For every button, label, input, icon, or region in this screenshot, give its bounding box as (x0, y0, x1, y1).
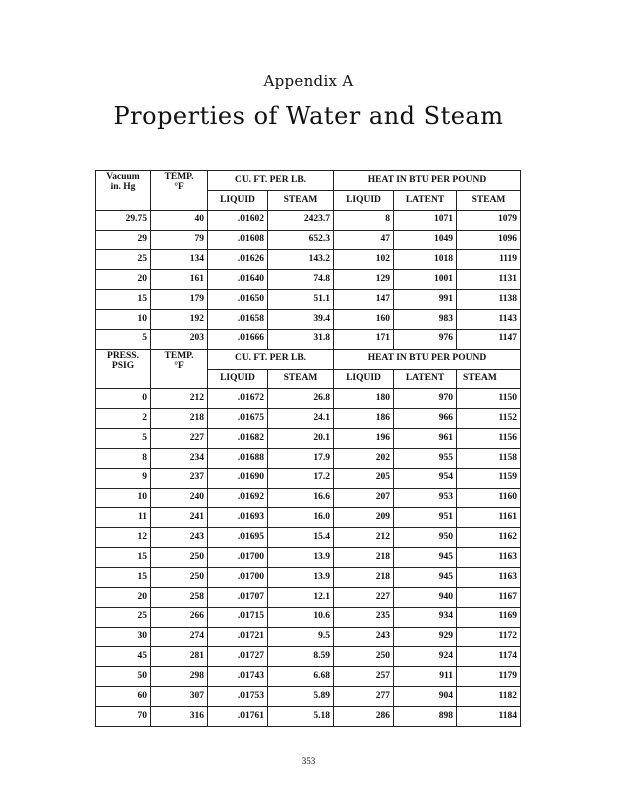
steam-heat-value: 1156 (457, 429, 521, 449)
liquid-volume-value: .01675 (208, 409, 268, 429)
steam-volume-value: 31.8 (268, 329, 334, 349)
vacuum-value: 25 (96, 250, 151, 270)
liquid-volume-value: .01666 (208, 329, 268, 349)
pressure-value: 10 (96, 488, 151, 508)
temperature-value: 241 (151, 508, 208, 528)
table-row (96, 667, 521, 687)
liquid-heat-value: 257 (334, 667, 394, 687)
liquid-heat-value: 202 (334, 448, 394, 468)
liquid-volume-value: .01640 (208, 270, 268, 290)
table-row (96, 687, 521, 707)
liquid-heat-value: 243 (334, 627, 394, 647)
latent-heat-value: 945 (394, 548, 457, 568)
liquid-volume-value: .01682 (208, 429, 268, 449)
table-row (96, 389, 521, 409)
steam-heat-value: 1179 (457, 667, 521, 687)
steam-volume-value: 6.68 (268, 667, 334, 687)
vacuum-value: 10 (96, 309, 151, 329)
steam-volume-value: 74.8 (268, 270, 334, 290)
liquid-heat-value: 235 (334, 607, 394, 627)
liquid-heat-value: 209 (334, 508, 394, 528)
table-row (96, 329, 521, 349)
table-row (96, 548, 521, 568)
steam-volume-value: 5.18 (268, 706, 334, 726)
page-title: Properties of Water and Steam (113, 102, 504, 130)
table-row (96, 468, 521, 488)
liquid-heat-value: 218 (334, 548, 394, 568)
temperature-value: 243 (151, 528, 208, 548)
liquid-volume-value: .01693 (208, 508, 268, 528)
liquid-heat-value: 250 (334, 647, 394, 667)
liquid-volume-value: .01650 (208, 290, 268, 310)
liquid-volume-value: .01721 (208, 627, 268, 647)
steam-volume-value: 8.59 (268, 647, 334, 667)
table-row (96, 488, 521, 508)
pressure-header-line1: PRESS. (107, 350, 139, 361)
temperature-value: 218 (151, 409, 208, 429)
temp-header-line1: TEMP. (164, 350, 194, 361)
table-row (96, 290, 521, 310)
temp-header-line2: °F (174, 360, 184, 371)
steam-volume-value: 13.9 (268, 548, 334, 568)
temperature-value: 234 (151, 448, 208, 468)
liquid-volume-value: .01692 (208, 488, 268, 508)
latent-heat-value: 961 (394, 429, 457, 449)
liquid-heat-header: LIQUID (334, 190, 394, 210)
liquid-volume-header: LIQUID (208, 369, 268, 389)
liquid-heat-value: 102 (334, 250, 394, 270)
pressure-value: 11 (96, 508, 151, 528)
heat-btu-per-pound-header: HEAT IN BTU PER POUND (334, 349, 521, 369)
liquid-volume-value: .01700 (208, 568, 268, 588)
temperature-value: 212 (151, 389, 208, 409)
steam-volume-value: 12.1 (268, 587, 334, 607)
steam-volume-value: 143.2 (268, 250, 334, 270)
liquid-heat-value: 129 (334, 270, 394, 290)
temperature-value: 237 (151, 468, 208, 488)
liquid-heat-value: 207 (334, 488, 394, 508)
liquid-volume-value: .01626 (208, 250, 268, 270)
pressure-value: 50 (96, 667, 151, 687)
table-row (96, 587, 521, 607)
liquid-volume-value: .01753 (208, 687, 268, 707)
steam-heat-value: 1174 (457, 647, 521, 667)
liquid-heat-value: 212 (334, 528, 394, 548)
vacuum-value: 5 (96, 329, 151, 349)
table-row (96, 706, 521, 726)
latent-heat-value: 951 (394, 508, 457, 528)
steam-heat-value: 1163 (457, 568, 521, 588)
pressure-value: 9 (96, 468, 151, 488)
table-row (96, 627, 521, 647)
table-row (96, 270, 521, 290)
steam-volume-value: 16.0 (268, 508, 334, 528)
temperature-value: 79 (151, 230, 208, 250)
temperature-value: 250 (151, 548, 208, 568)
steam-volume-value: 10.6 (268, 607, 334, 627)
latent-heat-value: 953 (394, 488, 457, 508)
steam-heat-value: 1167 (457, 587, 521, 607)
pressure-header-line2: PSIG (111, 360, 135, 371)
pressure-value: 30 (96, 627, 151, 647)
steam-heat-value: 1079 (457, 210, 521, 230)
liquid-heat-value: 47 (334, 230, 394, 250)
liquid-volume-value: .01761 (208, 706, 268, 726)
steam-volume-value: 16.6 (268, 488, 334, 508)
steam-volume-value: 17.2 (268, 468, 334, 488)
latent-heat-value: 904 (394, 687, 457, 707)
vacuum-value: 29.75 (96, 210, 151, 230)
steam-heat-value: 1163 (457, 548, 521, 568)
steam-heat-value: 1184 (457, 706, 521, 726)
water-steam-properties-table (95, 170, 521, 727)
temperature-value: 227 (151, 429, 208, 449)
liquid-heat-value: 218 (334, 568, 394, 588)
pressure-value: 70 (96, 706, 151, 726)
steam-volume-header: STEAM (268, 369, 334, 389)
liquid-volume-value: .01688 (208, 448, 268, 468)
steam-volume-value: 652.3 (268, 230, 334, 250)
cuft-per-lb-header: CU. FT. PER LB. (208, 349, 334, 369)
vacuum-value: 20 (96, 270, 151, 290)
pressure-value: 12 (96, 528, 151, 548)
cuft-per-lb-header: CU. FT. PER LB. (208, 171, 334, 191)
vacuum-header-line1: Vacuum (106, 172, 140, 182)
latent-heat-value: 970 (394, 389, 457, 409)
temperature-value: 266 (151, 607, 208, 627)
liquid-heat-value: 227 (334, 587, 394, 607)
vacuum-value: 29 (96, 230, 151, 250)
latent-heat-value: 955 (394, 448, 457, 468)
temp-header-line1: TEMP. (164, 172, 194, 182)
steam-volume-header: STEAM (268, 190, 334, 210)
pressure-value: 15 (96, 548, 151, 568)
liquid-volume-value: .01690 (208, 468, 268, 488)
steam-volume-value: 2423.7 (268, 210, 334, 230)
latent-heat-value: 976 (394, 329, 457, 349)
steam-volume-value: 39.4 (268, 309, 334, 329)
temperature-value: 40 (151, 210, 208, 230)
table-row (96, 429, 521, 449)
vacuum-header (96, 171, 151, 211)
pressure-header (96, 349, 151, 389)
vacuum-value: 15 (96, 290, 151, 310)
liquid-volume-value: .01707 (208, 587, 268, 607)
steam-volume-value: 20.1 (268, 429, 334, 449)
pressure-value: 15 (96, 568, 151, 588)
latent-heat-value: 1071 (394, 210, 457, 230)
liquid-heat-value: 277 (334, 687, 394, 707)
temperature-value: 179 (151, 290, 208, 310)
temperature-value: 134 (151, 250, 208, 270)
header-row-top (96, 349, 521, 369)
pressure-value: 8 (96, 448, 151, 468)
pressure-value: 0 (96, 389, 151, 409)
liquid-volume-value: .01602 (208, 210, 268, 230)
pressure-section-rows (96, 389, 521, 727)
liquid-volume-value: .01658 (208, 309, 268, 329)
appendix-label: Appendix A (263, 72, 354, 90)
steam-heat-value: 1169 (457, 607, 521, 627)
liquid-volume-value: .01715 (208, 607, 268, 627)
liquid-volume-value: .01695 (208, 528, 268, 548)
table-row (96, 647, 521, 667)
steam-heat-value: 1182 (457, 687, 521, 707)
steam-heat-header: STEAM (457, 369, 521, 389)
header-row-top (96, 171, 521, 191)
steam-heat-value: 1147 (457, 329, 521, 349)
steam-heat-value: 1162 (457, 528, 521, 548)
steam-heat-header: STEAM (457, 190, 521, 210)
temp-header (151, 171, 208, 211)
liquid-heat-value: 205 (334, 468, 394, 488)
liquid-heat-value: 286 (334, 706, 394, 726)
latent-heat-value: 954 (394, 468, 457, 488)
steam-heat-value: 1138 (457, 290, 521, 310)
temperature-value: 281 (151, 647, 208, 667)
liquid-heat-value: 196 (334, 429, 394, 449)
latent-heat-header: LATENT (394, 369, 457, 389)
temp-header (151, 349, 208, 389)
steam-heat-value: 1152 (457, 409, 521, 429)
latent-heat-value: 950 (394, 528, 457, 548)
pressure-section-header (96, 349, 521, 389)
latent-heat-value: 929 (394, 627, 457, 647)
temperature-value: 161 (151, 270, 208, 290)
steam-volume-value: 15.4 (268, 528, 334, 548)
steam-volume-value: 9.5 (268, 627, 334, 647)
temperature-value: 258 (151, 587, 208, 607)
heat-btu-per-pound-header: HEAT IN BTU PER POUND (334, 171, 521, 191)
liquid-heat-value: 160 (334, 309, 394, 329)
latent-heat-value: 911 (394, 667, 457, 687)
latent-heat-value: 1049 (394, 230, 457, 250)
liquid-volume-header: LIQUID (208, 190, 268, 210)
steam-heat-value: 1131 (457, 270, 521, 290)
table-row (96, 309, 521, 329)
steam-heat-value: 1158 (457, 448, 521, 468)
table-row (96, 230, 521, 250)
liquid-heat-header: LIQUID (334, 369, 394, 389)
liquid-heat-value: 147 (334, 290, 394, 310)
temp-header-line2: °F (174, 181, 184, 192)
page-number: 353 (301, 756, 316, 766)
temperature-value: 298 (151, 667, 208, 687)
steam-volume-value: 51.1 (268, 290, 334, 310)
temperature-value: 203 (151, 329, 208, 349)
latent-heat-value: 924 (394, 647, 457, 667)
latent-heat-value: 983 (394, 309, 457, 329)
steam-volume-value: 13.9 (268, 568, 334, 588)
steam-heat-value: 1160 (457, 488, 521, 508)
liquid-heat-value: 180 (334, 389, 394, 409)
temperature-value: 316 (151, 706, 208, 726)
latent-heat-value: 991 (394, 290, 457, 310)
pressure-value: 20 (96, 587, 151, 607)
latent-heat-header: LATENT (394, 190, 457, 210)
pressure-value: 60 (96, 687, 151, 707)
latent-heat-value: 934 (394, 607, 457, 627)
temperature-value: 250 (151, 568, 208, 588)
steam-heat-value: 1143 (457, 309, 521, 329)
liquid-volume-value: .01743 (208, 667, 268, 687)
liquid-heat-value: 186 (334, 409, 394, 429)
temperature-value: 240 (151, 488, 208, 508)
latent-heat-value: 1001 (394, 270, 457, 290)
latent-heat-value: 945 (394, 568, 457, 588)
table-row (96, 528, 521, 548)
pressure-value: 25 (96, 607, 151, 627)
liquid-volume-value: .01608 (208, 230, 268, 250)
latent-heat-value: 898 (394, 706, 457, 726)
vacuum-header-line2: in. Hg (110, 181, 136, 192)
steam-volume-value: 26.8 (268, 389, 334, 409)
liquid-heat-value: 171 (334, 329, 394, 349)
temperature-value: 274 (151, 627, 208, 647)
steam-volume-value: 17.9 (268, 448, 334, 468)
table-row (96, 607, 521, 627)
table-row (96, 568, 521, 588)
table-row (96, 210, 521, 230)
steam-heat-value: 1096 (457, 230, 521, 250)
pressure-value: 5 (96, 429, 151, 449)
steam-volume-value: 24.1 (268, 409, 334, 429)
latent-heat-value: 1018 (394, 250, 457, 270)
liquid-heat-value: 8 (334, 210, 394, 230)
table-row (96, 409, 521, 429)
steam-heat-value: 1119 (457, 250, 521, 270)
table-row (96, 448, 521, 468)
vacuum-section-rows (96, 210, 521, 349)
latent-heat-value: 940 (394, 587, 457, 607)
temperature-value: 307 (151, 687, 208, 707)
liquid-volume-value: .01700 (208, 548, 268, 568)
latent-heat-value: 966 (394, 409, 457, 429)
temperature-value: 192 (151, 309, 208, 329)
steam-heat-value: 1161 (457, 508, 521, 528)
steam-volume-value: 5.89 (268, 687, 334, 707)
liquid-volume-value: .01672 (208, 389, 268, 409)
vacuum-section-header (96, 171, 521, 211)
steam-heat-value: 1159 (457, 468, 521, 488)
steam-heat-value: 1150 (457, 389, 521, 409)
pressure-value: 2 (96, 409, 151, 429)
steam-heat-value: 1172 (457, 627, 521, 647)
table-row (96, 250, 521, 270)
liquid-volume-value: .01727 (208, 647, 268, 667)
table-row (96, 508, 521, 528)
pressure-value: 45 (96, 647, 151, 667)
